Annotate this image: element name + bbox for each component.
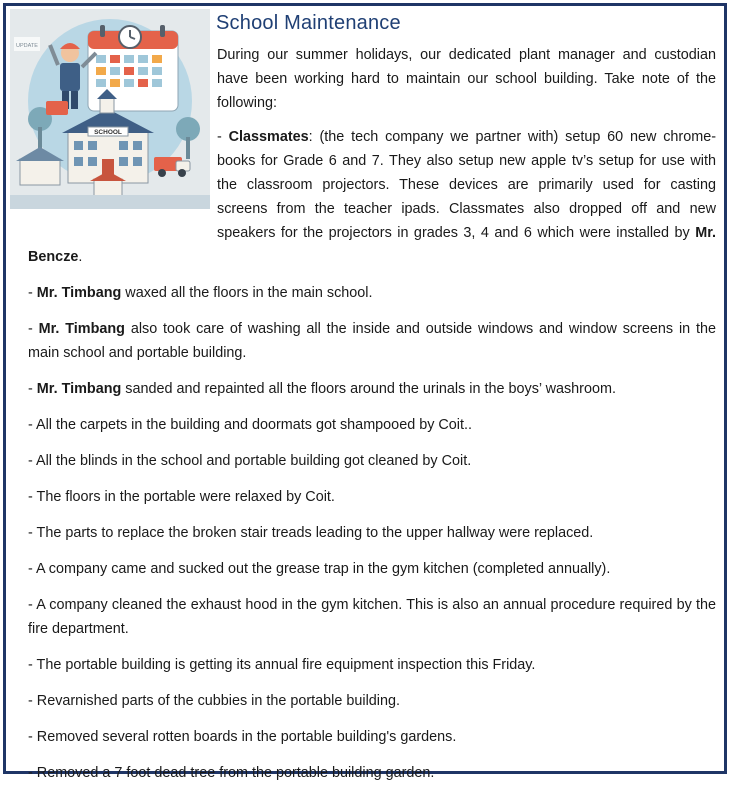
list-item: - Classmates: (the tech company we partner with) setup 60 new chrome-books for Grade 6 and 7. They also setup new apple tv’s setup for use with the classroom projectors. These devices are primarily used for casting screens from the teacher ipads. Classmates also dropped off and new speakers for the projectors in grades 3, 4 and 6 which were installed by Mr. Bencze.: [28, 129, 716, 265]
list-item: - All the blinds in the school and portable building got cleaned by Coit.: [28, 453, 472, 469]
newsletter-frame: [3, 3, 727, 781]
list-item: - Mr. Timbang also took care of washing all the inside and outside windows and window screens in the main school and portable building.: [28, 321, 716, 361]
list-item: - The portable building is getting its annual fire equipment inspection this Friday.: [28, 657, 536, 673]
article-title: School Maintenance: [216, 12, 401, 34]
list-item: - The floors in the portable were relaxed by Coit.: [28, 489, 335, 505]
list-item: - Mr. Timbang sanded and repainted all the floors around the urinals in the boys’ washroom.: [28, 381, 616, 397]
list-item: - Revarnished parts of the cubbies in the portable building.: [28, 693, 400, 709]
list-item: - Removed a 7 foot dead tree from the portable building garden.: [28, 765, 435, 781]
intro-paragraph: During our summer holidays, our dedicated plant manager and custodian have been working hard to maintain our school building. Take note of the following:: [217, 47, 716, 111]
article-body: [28, 43, 716, 797]
list-item: - Removed several rotten boards in the portable building's gardens.: [28, 729, 457, 745]
image-spacer: [28, 43, 217, 223]
svg-text:SCHOOL: SCHOOL: [94, 129, 122, 136]
list-item: - A company came and sucked out the grease trap in the gym kitchen (completed annually).: [28, 561, 611, 577]
list-item: - The parts to replace the broken stair treads leading to the upper hallway were replaced.: [28, 525, 594, 541]
list-item: - Mr. Timbang waxed all the floors in the main school.: [28, 285, 373, 301]
svg-text:UPDATE: UPDATE: [16, 43, 38, 49]
list-item: - A company cleaned the exhaust hood in the gym kitchen. This is also an annual procedure required by the fire department.: [28, 597, 716, 637]
list-item: - All the carpets in the building and doormats got shampooed by Coit..: [28, 417, 472, 433]
